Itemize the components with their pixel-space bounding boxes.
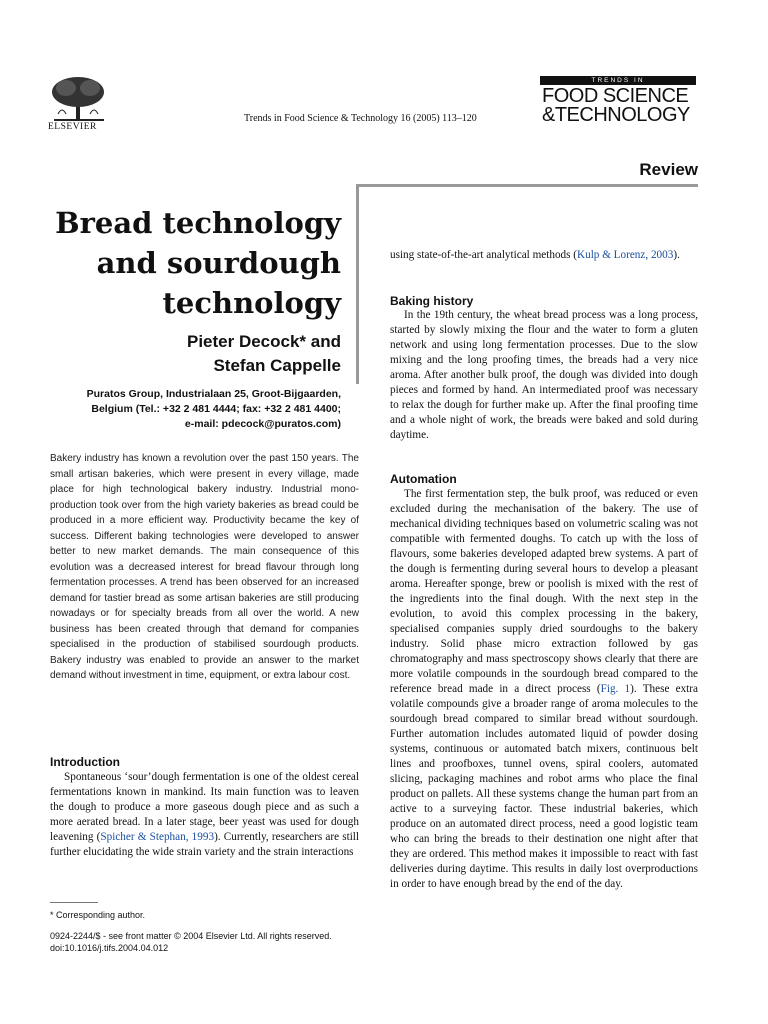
affiliation-line1: Puratos Group, Industrialaan 25, Groot-Bijgaarden, [86,388,341,400]
footnote-rule [50,902,98,903]
author-list [187,330,341,378]
affiliation-line3: e-mail: pdecock@puratos.com) [184,418,341,430]
title-line3: technology [162,286,341,320]
continuation-text-2: ). [673,249,680,261]
masthead-line1: FOOD SCIENCE [542,85,689,107]
affiliation [87,387,341,432]
column-divider [356,184,359,384]
baking-history-text: In the 19th century, the wheat bread process was a long process, started by slowly mixing the flour and the water to form a gluten network and using long fermentation processes. Due to the slow mixing and the long proofing times, the breads had a very nice aroma. After another bulk proof, the dough was divided into dough pieces and formed by hand. An intermediated proof was necessary to relax the dough for further make up. After the final proofing time and a whole night of work, the breads were baked and sold during daytime. [390,309,698,441]
automation-heading: Automation [390,472,457,486]
citation-link[interactable]: Kulp & Lorenz, 2003 [577,249,674,261]
journal-masthead [540,76,696,128]
journal-reference: Trends in Food Science & Technology 16 (2005) 113–120 [244,113,477,124]
copyright-block [50,930,332,954]
authors-line2: Stefan Cappelle [213,356,341,375]
copyright-text: 0924-2244/$ - see front matter © 2004 Elsevier Ltd. All rights reserved. [50,931,332,941]
column2-continuation [390,248,698,263]
figure-link[interactable]: Fig. 1 [600,683,631,695]
title-line1: Bread technology [55,206,341,240]
automation-body [390,487,698,892]
article-type: Review [639,160,698,179]
authors-line1: Pieter Decock* and [186,332,341,351]
publisher-name: ELSEVIER [48,122,97,132]
footnote: * Corresponding author. [50,910,146,920]
doi-text: doi:10.1016/j.tifs.2004.04.012 [50,943,169,953]
automation-text-2: ). These extra volatile compounds give a broader range of aroma molecules to the sourdough bread compared to similar bread without sourdough. Further automation includes automated liquid of powder dosing systems, continuous or automated batch mixers, continuous belt lines and proofboxes, tunnel ovens, spiral coolers, automated slicing, packaging machines and robot arms who place the final product on pallets. All these systems change the human part from an active to a surveying factor. These industrial bakeries, which produce on an automated direct process, need a good logistic team who can bring the breads to their destination one night after that they are ordered. This method makes it impossible to react with fast deliveries during daytime. This results in daily lost overproductions in order to have enough bread by the end of the day. [390,683,698,890]
article-title [55,203,341,323]
abstract: Bakery industry has known a revolution over the past 150 years. The small artisan bakeries, which were present in every village, made place for high technological bakery industry. Industrial mono-production took over from the high variety bakeries as bread could be produced in a more efficient way. Productivity became the key of success. Different baking technologies were developed to answer better to new market demands. The main consequence of this evolution was a decreased interest for bread flavour through long fermentation processes. A trend has been observed for an increased demand for tastier bread as some artisan bakeries are still producing nowadays or for specialty breads from all over the world. A new business has been created through that demand for companies specialised in the production of stabilised sourdough products. Bakery industry was enabled to provide an answer to the market demand without investment in time, equipment, or extra labour cost. [50,453,359,681]
masthead-top: TRENDS IN [540,76,696,85]
introduction-body [50,770,359,860]
header-rule [356,184,698,187]
continuation-text-1: using state-of-the-art analytical methods ( [390,249,578,261]
automation-text-1: The first fermentation step, the bulk proof, was reduced or even excluded during the mechanisation of the bakery. The use of mechanical dividing techniques based on volumetric scaling was not compatible with fermented doughs. To catch up with the loss of flavours, some bakeries developed adapted brew systems. A part of the dough is fermenting during several hours to develop a pleasant aroma. Hereafter sponge, brew or poolish is mixed with the rest of the ingredients into the final dough. With the next step in the evolution, to avoid this complex processing in the bakery, specialised companies supply dried sourdoughs to the bakery industry. Solid phase micro extraction followed by gas chromatography and mass spectroscopy shows clearly that there are more volatile compounds in the sourdough bread compared to the reference bread made in a direct process ( [390,488,698,695]
title-line2: and sourdough [96,246,341,280]
intro-text-1: Spontaneous ‘sour’dough fermentation is one of the oldest cereal fermentations known in mankind. Its main function was to leaven the dough to produce a more gaseous dough piece and as such a more aerated bread. In a later stage, beer yeast was used for dough leavening ( [50,771,359,843]
citation-link[interactable]: Spicher & Stephan, 1993 [100,831,215,843]
masthead-line2: &TECHNOLOGY [542,104,690,126]
affiliation-line2: Belgium (Tel.: +32 2 481 4444; fax: +32 2 481 4400; [91,403,341,415]
introduction-heading: Introduction [50,755,120,769]
baking-history-body [390,308,698,443]
baking-history-heading: Baking history [390,294,474,308]
intro-text-2: ). Currently, researchers are still further elucidating the wide strain variety and the strain interactions [50,831,360,858]
